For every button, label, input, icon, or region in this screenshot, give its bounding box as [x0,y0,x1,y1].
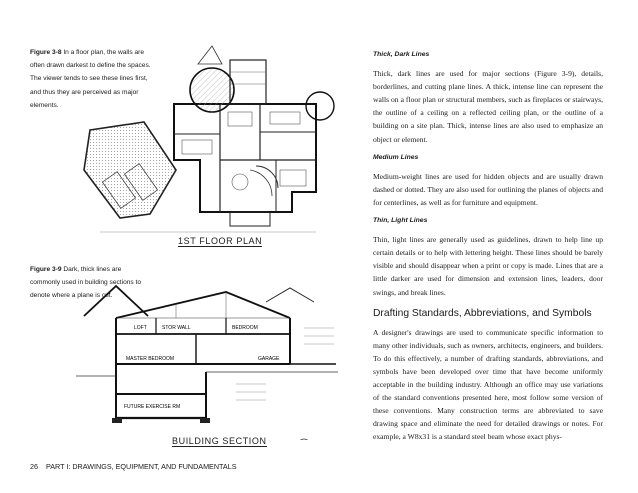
figure-3-8-caption-text: In a floor plan, the walls are often drawn darkest to define the spaces. The viewer tends to see these lines first, and thus they are perceived as major elements. [30,49,151,109]
floor-plan-title: 1ST FLOOR PLAN [178,236,263,246]
page-footer [30,462,245,471]
medium-lines-body: Medium-weight lines are used for hidden objects and are usually drawn dashed or dotted. They are also used for outlining the planes of objects and for centerlines, as well as for furniture and equipment. [373,171,603,207]
section-label-bedroom: BEDROOM [232,325,258,331]
section-label-garage: GARAGE [258,356,280,362]
drafting-standards-body: A designer's drawings are used to communicate specific information to many other individuals, such as owners, architects, engineers, and builders. To do this effectively, a number of drafting standards, abbreviations, and symbols have been developed over time that have become uniformly acceptable in the building industry. Although an office may use variations of the standard conventions presented here, most follow some version of these conventions. Many construction terms are abbreviated to save drawing space and eliminate the need for detailed drawings or notes. For example, a W8x31 is a standard steel beam whose exact phys- [373,327,603,442]
article-column [373,48,603,449]
figure-3-9-caption-text: Dark, thick lines are commonly used in building sections to denote where a plane is cut. [30,266,142,300]
section-label-future-exercise: FUTURE EXERCISE RM [124,404,181,410]
page-number: 26 [30,462,38,471]
thick-lines-heading: Thick, Dark Lines [373,51,430,58]
part-title: PART I: DRAWINGS, EQUIPMENT, AND FUNDAMENTALS [46,462,237,471]
thick-lines-body: Thick, dark lines are used for major sections (Figure 3-9), details, borderlines, and cutting plane lines. A thick, intense line can represent the walls on a floor plan or structural members, such as fireplaces or stairways, the outline of a ceiling on a reflected ceiling plan, or the outline of a building on a site plan. Thick, intense lines are also used to emphasize an object or element. [373,69,603,144]
thin-lines-heading: Thin, Light Lines [373,217,428,225]
medium-lines-heading: Medium Lines [373,153,419,161]
building-section-drawing [76,268,346,440]
figure-3-9-label: Figure 3-9 [30,266,62,273]
drafting-standards-heading: Drafting Standards, Abbreviations, and Symbols [373,307,592,319]
thin-lines-body: Thin, light lines are generally used as guidelines, drawn to help line up certain details or to help with lettering height. These lines should be barely visible and should disappear when a print or copy is made. Lines that are a little darker are used for dimension and extension lines, leaders, door swings, and break lines. [373,235,603,297]
section-label-loft: LOFT [134,325,147,331]
building-section-title: BUILDING SECTION [172,436,267,446]
section-label-master-bedroom: MASTER BEDROOM [126,356,175,362]
floor-plan-drawing [80,42,340,252]
figure-3-8-label: Figure 3-8 [30,49,62,56]
section-label-stor-wall: STOR WALL [162,325,191,331]
